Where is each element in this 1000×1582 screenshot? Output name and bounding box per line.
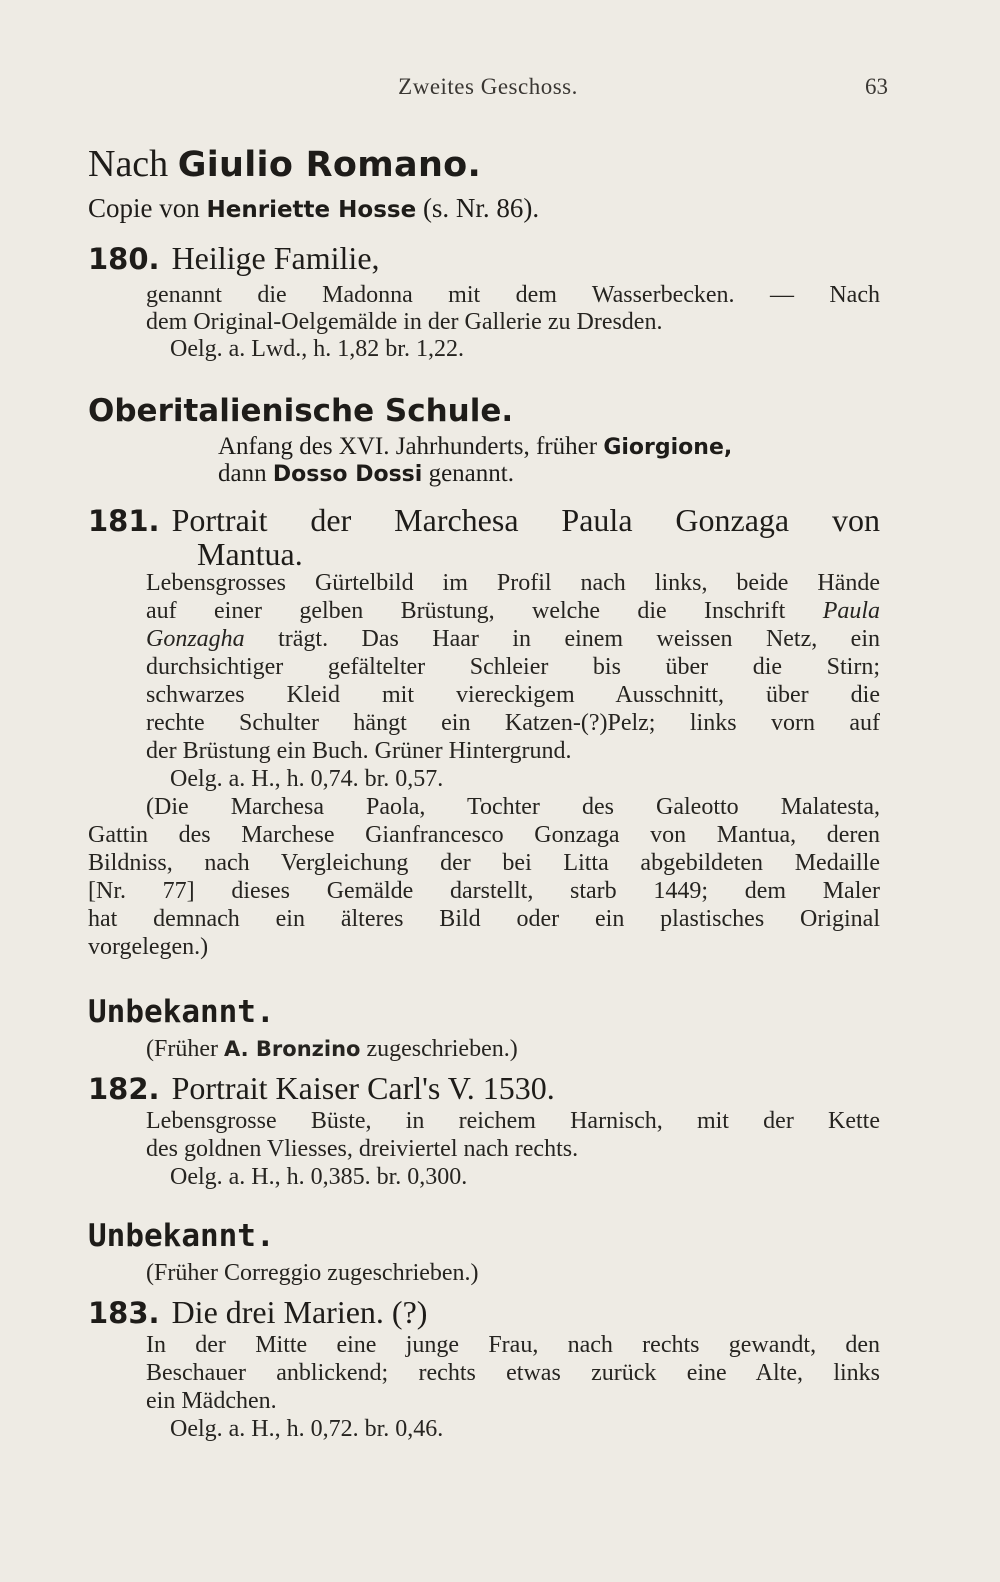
inscription-text-2: Gonzagha	[146, 626, 245, 652]
attribution-note-bronzino	[146, 1036, 518, 1063]
entry-182-meta: Oelg. a. H., h. 0,385. br. 0,300.	[170, 1164, 468, 1190]
artist-name: Giulio Romano.	[177, 145, 482, 185]
entry-181-line-3	[146, 626, 880, 653]
school-note-suffix: genannt.	[422, 460, 514, 487]
entry-182-line-1: Lebensgrosse Büste, in reichem Harnisch, mit der Kette	[146, 1108, 880, 1134]
entry-181-line-7: der Brüstung ein Buch. Grüner Hintergrund.	[146, 738, 572, 764]
entry-181-line-3-text: trägt. Das Haar in einem weissen Netz, ein	[278, 626, 880, 652]
entry-183-title	[88, 1294, 427, 1331]
entry-180-line-1: genannt die Madonna mit dem Wasserbecken. — Nach	[146, 282, 880, 308]
entry-181-line-1: Lebensgrosses Gürtelbild im Profil nach links, beide Hände	[146, 570, 880, 596]
paren-suffix: zugeschrieben.)	[360, 1036, 518, 1062]
school-note-line-2	[218, 460, 514, 488]
entry-181-note-line-3: Bildniss, nach Vergleichung der bei Litta abgebildeten Medaille	[88, 850, 880, 876]
attribution-dosso-dossi: Dosso Dossi	[272, 462, 423, 487]
entry-181-title-line-1	[88, 502, 880, 539]
entry-183-line-2: Beschauer anblickend; rechts etwas zurück eine Alte, links	[146, 1360, 880, 1386]
entry-183-line-3: ein Mädchen.	[146, 1388, 277, 1414]
artist-heading-unbekannt-2: Unbekannt.	[88, 1218, 275, 1254]
entry-180-line-2: dem Original-Oelgemälde in der Gallerie zu Dresden.	[146, 309, 663, 335]
entry-181-note-line-2: Gattin des Marchese Gianfrancesco Gonzaga von Mantua, deren	[88, 822, 880, 848]
entry-number: 181.	[88, 504, 160, 538]
entry-title: Portrait Kaiser Carl's V. 1530.	[171, 1070, 555, 1106]
entry-181-note-line-5: hat demnach ein älteres Bild oder ein plastisches Original	[88, 906, 880, 932]
entry-181-line-4: durchsichtiger gefältelter Schleier bis über die Stirn;	[146, 654, 880, 680]
entry-181-note-line-4: [Nr. 77] dieses Gemälde darstellt, starb 1449; dem Maler	[88, 878, 880, 904]
entry-181-note-line-1: (Die Marchesa Paola, Tochter des Galeotto Malatesta,	[146, 794, 880, 820]
heading-prefix: Nach	[88, 143, 178, 185]
entry-title: Die drei Marien. (?)	[171, 1294, 428, 1330]
entry-183-meta: Oelg. a. H., h. 0,72. br. 0,46.	[170, 1416, 444, 1442]
copy-note	[88, 193, 539, 224]
entry-182-line-2: des goldnen Vliesses, dreiviertel nach rechts.	[146, 1136, 579, 1162]
inscription-text: Paula	[822, 598, 881, 624]
entry-182-title	[88, 1070, 555, 1107]
entry-title: Heilige Familie,	[171, 240, 380, 276]
paren-prefix: (Früher	[146, 1036, 224, 1062]
school-heading-oberitalienische: Oberitalienische Schule.	[88, 393, 514, 429]
running-head	[88, 74, 888, 104]
entry-181-meta: Oelg. a. H., h. 0,74. br. 0,57.	[170, 766, 444, 792]
copy-note-prefix: Copie von	[88, 193, 207, 223]
school-note-line-1	[218, 433, 732, 461]
school-note-prefix-2: dann	[218, 460, 273, 487]
school-note-prefix: Anfang des XVI. Jahrhunderts, früher	[218, 433, 604, 460]
entry-number: 183.	[88, 1296, 160, 1330]
entry-183-line-1: In der Mitte eine junge Frau, nach rechts gewandt, den	[146, 1332, 880, 1358]
entry-181-title-line-2: Mantua.	[197, 536, 303, 572]
artist-heading-unbekannt-1: Unbekannt.	[88, 994, 275, 1030]
attribution-bronzino: A. Bronzino	[223, 1037, 361, 1061]
artist-heading-giulio-romano	[88, 142, 481, 186]
entry-181-line-2-text: auf einer gelben Brüstung, welche die Inschrift	[146, 598, 786, 624]
entry-title-part-1: Portrait der Marchesa Paula Gonzaga von	[171, 502, 880, 538]
page-number: 63	[865, 74, 888, 99]
entry-number: 182.	[88, 1072, 160, 1106]
entry-180-meta: Oelg. a. Lwd., h. 1,82 br. 1,22.	[170, 336, 464, 362]
running-head-title: Zweites Geschoss.	[398, 74, 578, 99]
entry-181-line-2	[146, 598, 880, 625]
entry-181-note-line-6: vorgelegen.)	[88, 934, 209, 960]
attribution-giorgione: Giorgione,	[603, 435, 733, 460]
entry-180-title	[88, 240, 380, 277]
copyist-name: Henriette Hosse	[206, 197, 417, 223]
entry-181-line-6: rechte Schulter hängt ein Katzen-(?)Pelz; links vorn auf	[146, 710, 880, 736]
entry-number: 180.	[88, 242, 160, 276]
attribution-note-correggio: (Früher Correggio zugeschrieben.)	[146, 1260, 479, 1286]
entry-181-line-5: schwarzes Kleid mit viereckigem Ausschnitt, über die	[146, 682, 880, 708]
copy-note-suffix: (s. Nr. 86).	[416, 193, 540, 223]
